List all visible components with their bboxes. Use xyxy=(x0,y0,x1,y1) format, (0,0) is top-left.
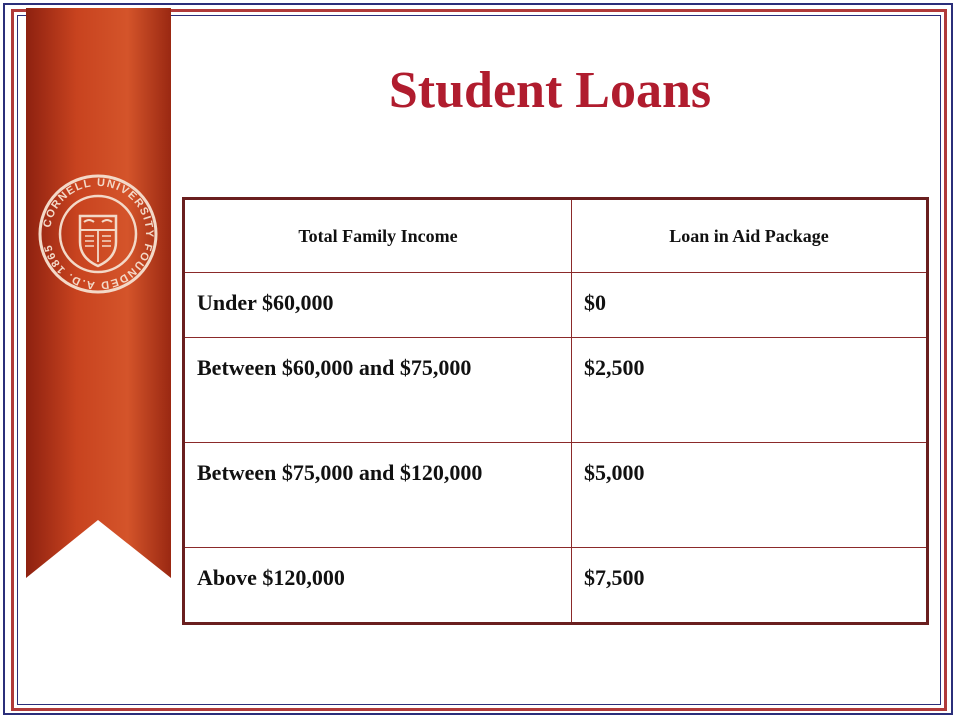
income-cell: Between $60,000 and $75,000 xyxy=(184,338,572,443)
table-row xyxy=(184,443,928,548)
table-header-row xyxy=(184,199,928,273)
loan-cell: $0 xyxy=(572,273,928,338)
seal-text: CORNELL UNIVERSITY FOUNDED A.D. 1865 xyxy=(41,176,156,292)
table-row xyxy=(184,338,928,443)
header-loan-in-aid-package: Loan in Aid Package xyxy=(572,199,928,273)
cornell-seal-logo xyxy=(36,172,160,296)
slide-title: Student Loans xyxy=(388,62,712,119)
income-cell: Between $75,000 and $120,000 xyxy=(184,443,572,548)
income-cell: Under $60,000 xyxy=(184,273,572,338)
loan-cell: $7,500 xyxy=(572,548,928,624)
table-row xyxy=(184,273,928,338)
loan-cell: $2,500 xyxy=(572,338,928,443)
header-total-family-income: Total Family Income xyxy=(184,199,572,273)
table-row xyxy=(184,548,928,624)
loans-table xyxy=(182,197,929,625)
loan-cell: $5,000 xyxy=(572,443,928,548)
income-cell: Above $120,000 xyxy=(184,548,572,624)
